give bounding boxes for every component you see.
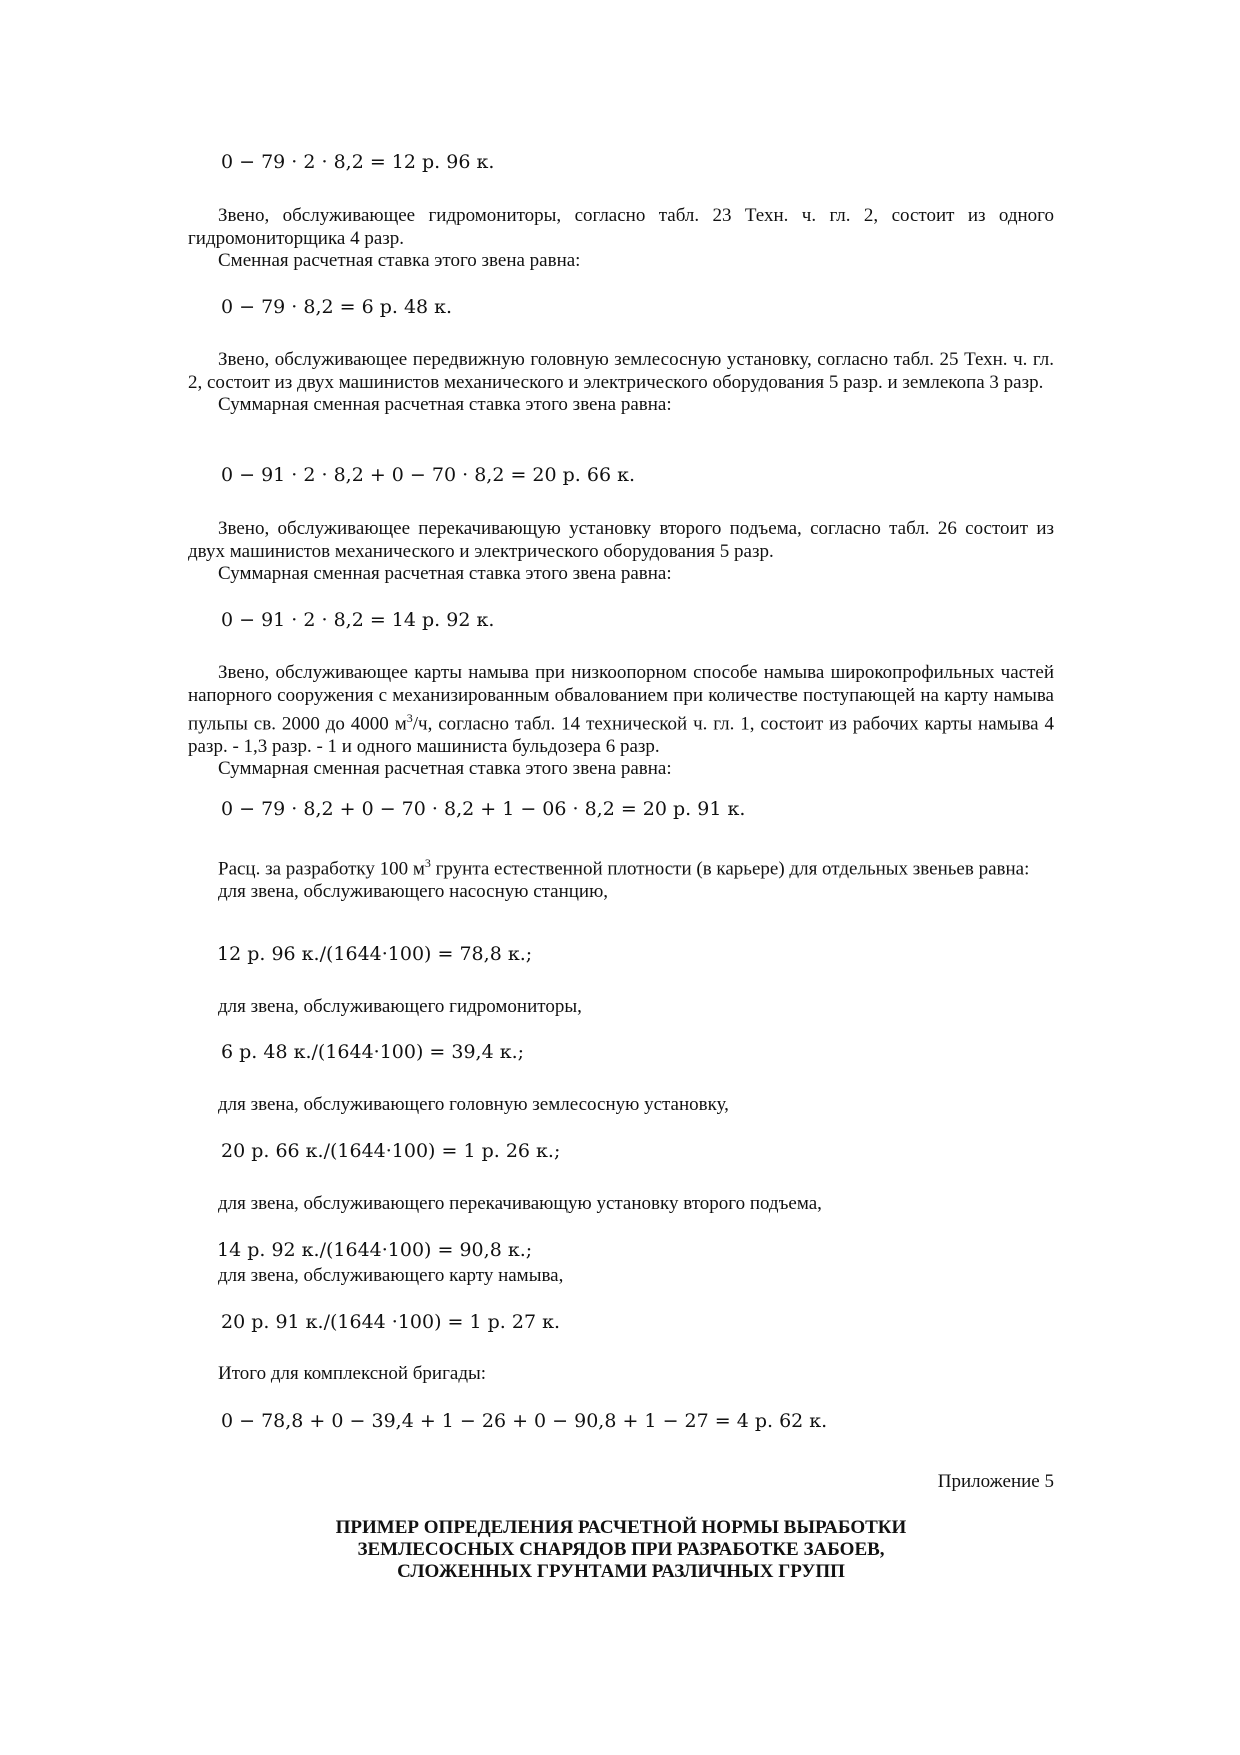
formula-stavka-golovnaya: 0 − 91 · 2 · 8,2 + 0 − 70 · 8,2 = 20 р. 66 к.: [221, 464, 635, 486]
formula-stavka-karty-namyva: 0 − 79 · 8,2 + 0 − 70 · 8,2 + 1 − 06 · 8,2 = 20 р. 91 к.: [221, 798, 746, 820]
paragraph-block-gidromonitory: [188, 205, 1054, 273]
formula-rascenka-karta-namyva: 20 р. 91 к./(1644 ·100) = 1 р. 27 к.: [221, 1311, 561, 1333]
paragraph-block-golovnaya: [188, 349, 1054, 417]
formula-itogo: 0 − 78,8 + 0 − 39,4 + 1 − 26 + 0 − 90,8 + 1 − 27 = 4 р. 62 к.: [221, 1410, 828, 1432]
formula-rascenka-gidromonitory: 6 р. 48 к./(1644·100) = 39,4 к.;: [221, 1041, 525, 1063]
paragraph-rascenki: Расц. за разработку 100 $м^3$ грунта естественной плотности (в карьере) для отдельных звеньев равна:: [218, 856, 1030, 880]
paragraph-stavka-label: Сменная расчетная ставка этого звена равна:: [218, 250, 581, 271]
paragraph-gidromonitory: Звено, обслуживающее гидромониторы, согласно табл. 23 Техн. ч. гл. 2, состоит из одного гидромониторщика 4 разр.: [188, 205, 1054, 249]
formula-stavka-nasosnaya: 0 − 79 · 2 · 8,2 = 12 р. 96 к.: [221, 151, 495, 173]
label-block-itogo: [188, 1363, 1054, 1386]
label-block-gidromonitory: [188, 996, 1054, 1019]
label-block-karta-namyva: [188, 1265, 1054, 1288]
label-karta-namyva: для звена, обслуживающего карту намыва,: [218, 1265, 564, 1286]
formula-rascenka-golovnaya: 20 р. 66 к./(1644·100) = 1 р. 26 к.;: [221, 1140, 561, 1162]
formula-rascenka-nasosnaya: 12 р. 96 к./(1644·100) = 78,8 к.;: [217, 943, 533, 965]
paragraph-summarnaya-label: Суммарная сменная расчетная ставка этого звена равна:: [218, 394, 672, 415]
label-block-perekachivayushchaya: [188, 1193, 1054, 1216]
section-title-line-2: ЗЕМЛЕСОСНЫХ СНАРЯДОВ ПРИ РАЗРАБОТКЕ ЗАБОЕВ,: [357, 1539, 885, 1560]
paragraph-karty-namyva: Звено, обслуживающее карты намыва при низкоопорном способе намыва широкопрофильных частей напорного сооружения с механизированным обвалованием при количестве поступающей на карту намыва пульпы св. 2000 до 4000 $м^3/ч$, согласно табл. 14 технической ч. гл. 1, состоит из рабочих карты намыва 4 разр. - 1,3 разр. - 1 и одного машиниста бульдозера 6 разр.: [188, 662, 1054, 757]
formula-rascenka-perekachivayushchaya: 14 р. 92 к./(1644·100) = 90,8 к.;: [217, 1239, 533, 1261]
paragraph-golovnaya: Звено, обслуживающее передвижную головную землесосную установку, согласно табл. 25 Техн. ч. гл. 2, состоит из двух машинистов механического и электрического оборудования 5 разр. и землекопа 3 разр.: [188, 349, 1054, 393]
section-title-line-3: СЛОЖЕННЫХ ГРУНТАМИ РАЗЛИЧНЫХ ГРУПП: [397, 1561, 845, 1582]
paragraph-perekachivayushchaya: Звено, обслуживающее перекачивающую установку второго подъема, согласно табл. 26 состоит из двух машинистов механического и электрического оборудования 5 разр.: [188, 518, 1054, 562]
label-gidromonitory: для звена, обслуживающего гидромониторы,: [218, 996, 582, 1017]
appendix-label: Приложение 5: [937, 1471, 1054, 1492]
label-itogo: Итого для комплексной бригады:: [218, 1363, 487, 1384]
section-title: [188, 1517, 1054, 1583]
label-block-golovnaya: [188, 1094, 1054, 1117]
formula-stavka-perekachivayushchaya: 0 − 91 · 2 · 8,2 = 14 р. 92 к.: [221, 609, 495, 631]
paragraph-summarnaya-label-3: Суммарная сменная расчетная ставка этого звена равна:: [218, 758, 672, 780]
label-perekachivayushchaya: для звена, обслуживающего перекачивающую установку второго подъема,: [218, 1193, 822, 1214]
label-golovnaya: для звена, обслуживающего головную землесосную установку,: [218, 1094, 729, 1115]
formula-stavka-gidromonitory: 0 − 79 · 8,2 = 6 р. 48 к.: [221, 296, 453, 318]
paragraph-block-rascenki: [188, 852, 1054, 903]
label-nasosnaya: для звена, обслуживающего насосную станцию,: [218, 880, 609, 902]
paragraph-summarnaya-label-2: Суммарная сменная расчетная ставка этого звена равна:: [218, 563, 672, 584]
paragraph-block-karty-namyva: [188, 662, 1054, 781]
paragraph-block-perekachivayushchaya: [188, 518, 1054, 586]
section-title-line-1: ПРИМЕР ОПРЕДЕЛЕНИЯ РАСЧЕТНОЙ НОРМЫ ВЫРАБОТКИ: [335, 1517, 907, 1538]
